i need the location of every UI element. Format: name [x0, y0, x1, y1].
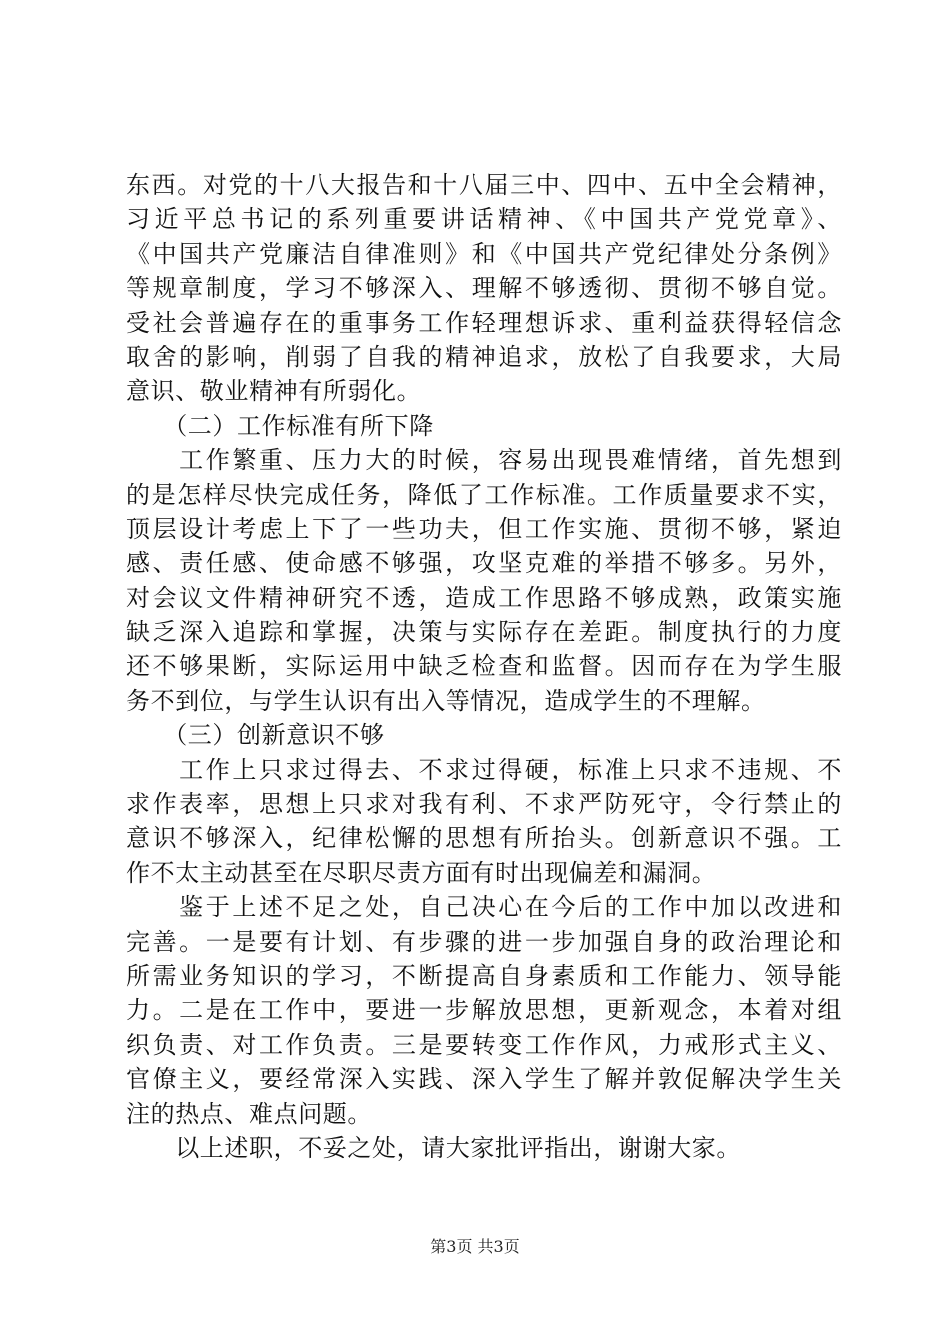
text-line: 完善。一是要有计划、有步骤的进一步加强自身的政治理论和 — [126, 927, 842, 956]
text-line: 工作上只求过得去、不求过得硬，标准上只求不违规、不 — [126, 755, 842, 784]
text-line: 还不够果断，实际运用中缺乏检查和监督。因而存在为学生服 — [126, 652, 842, 681]
text-line: 意识、敬业精神有所弱化。 — [126, 377, 422, 406]
text-line: 感、责任感、使命感不够强，攻坚克难的举措不够多。另外， — [126, 549, 842, 578]
text-line: 作不太主动甚至在尽职尽责方面有时出现偏差和漏洞。 — [126, 858, 717, 887]
text-line: 受社会普遍存在的重事务工作轻理想诉求、重利益获得轻信念 — [126, 308, 842, 337]
text-line: 注的热点、难点问题。 — [126, 1099, 372, 1128]
text-line: 顶层设计考虑上下了一些功夫，但工作实施、贯彻不够，紧迫 — [126, 514, 842, 543]
text-line: 织负责、对工作负责。三是要转变工作作风，力戒形式主义、 — [126, 1030, 842, 1059]
document-body — [126, 168, 842, 1165]
text-line: 对会议文件精神研究不透，造成工作思路不够成熟，政策实施 — [126, 583, 842, 612]
text-line: 取舍的影响，削弱了自我的精神追求，放松了自我要求，大局 — [126, 342, 842, 371]
text-line: 以上述职，不妥之处，请大家批评指出，谢谢大家。 — [126, 1133, 741, 1162]
text-line: 工作繁重、压力大的时候，容易出现畏难情绪，首先想到 — [126, 446, 842, 475]
text-line: 鉴于上述不足之处，自己决心在今后的工作中加以改进和 — [126, 893, 842, 922]
text-line: 的是怎样尽快完成任务，降低了工作标准。工作质量要求不实， — [126, 480, 842, 509]
text-line: 《中国共产党廉洁自律准则》和《中国共产党纪律处分条例》 — [126, 239, 842, 268]
text-line: 务不到位，与学生认识有出入等情况，造成学生的不理解。 — [126, 686, 766, 715]
text-line: 力。二是在工作中，要进一步解放思想，更新观念，本着对组 — [126, 996, 842, 1025]
text-line: 等规章制度，学习不够深入、理解不够透彻、贯彻不够自觉。 — [126, 274, 842, 303]
section-heading: （三）创新意识不够 — [126, 721, 385, 750]
text-line: 东西。对党的十八大报告和十八届三中、四中、五中全会精神， — [126, 171, 842, 199]
text-line: 缺乏深入追踪和掌握，决策与实际存在差距。制度执行的力度 — [126, 618, 842, 647]
text-line: 习近平总书记的系列重要讲话精神、《中国共产党党章》、 — [126, 205, 842, 234]
page-number-footer: 第3页 共3页 — [430, 1237, 520, 1256]
text-line: 意识不够深入，纪律松懈的思想有所抬头。创新意识不强。工 — [126, 824, 842, 853]
text-line: 所需业务知识的学习，不断提高自身素质和工作能力、领导能 — [126, 961, 842, 990]
text-line: 求作表率，思想上只求对我有利、不求严防死守，令行禁止的 — [126, 790, 842, 819]
section-heading: （二）工作标准有所下降 — [126, 411, 434, 440]
text-line: 官僚主义，要经常深入实践、深入学生了解并敦促解决学生关 — [126, 1065, 842, 1094]
